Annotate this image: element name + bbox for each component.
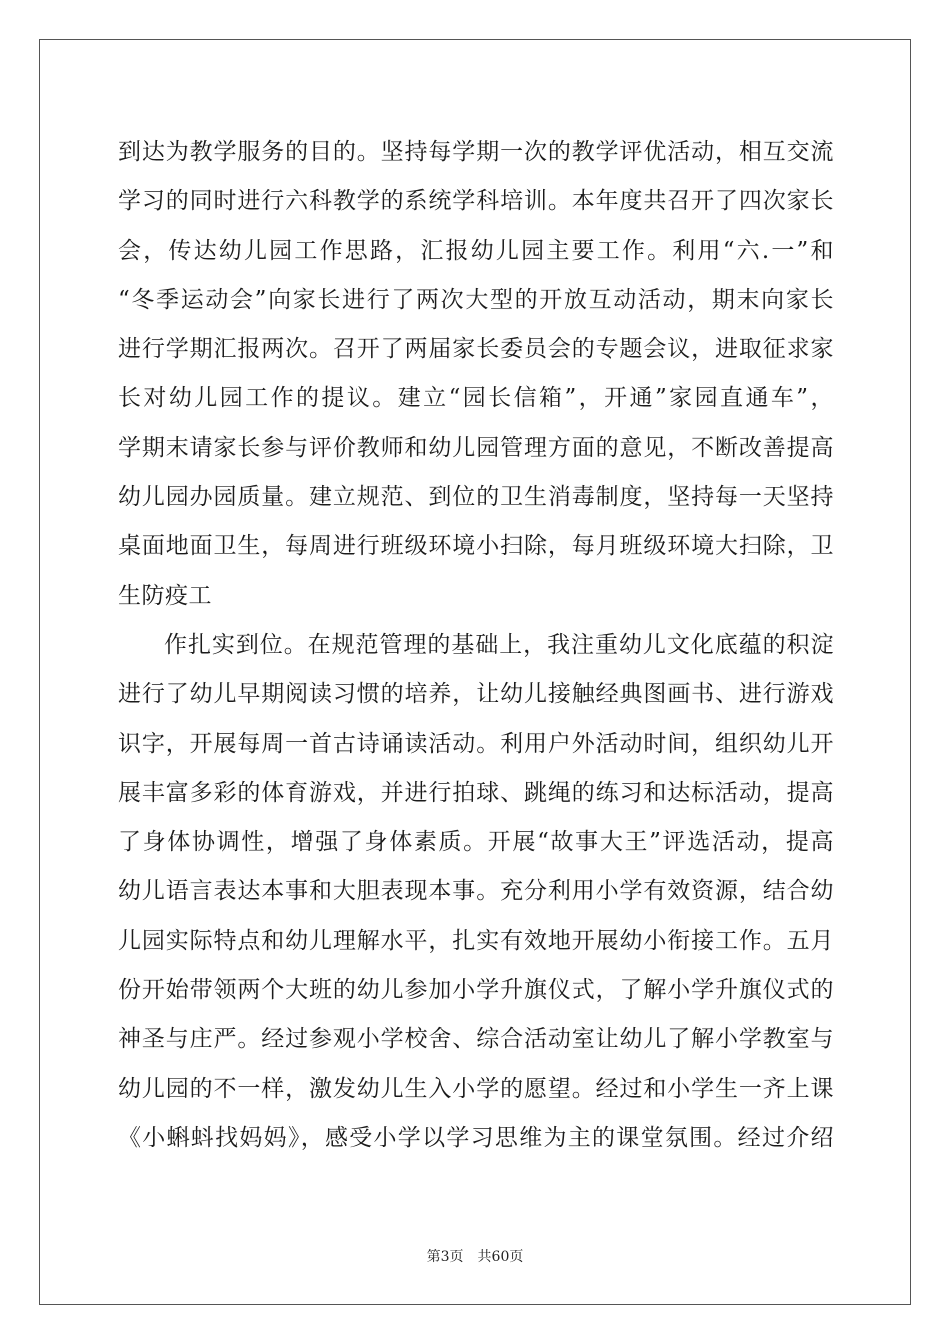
text-line: 到达为教学服务的目的。坚持每学期一次的教学评优活动，相互交流 (118, 139, 834, 165)
text-line: 进行学期汇报两次。召开了两届家长委员会的专题会议，进取征求家 (118, 336, 834, 363)
text-line: 幼儿园办园质量。建立规范、到位的卫生消毒制度，坚持每一天坚持 (118, 484, 834, 511)
text-line: 长对幼儿园工作的提议。建立“园长信箱”，开通”家园直通车”， (118, 385, 834, 412)
text-line: 《小蝌蚪找妈妈》，感受小学以学习思维为主的课堂氛围。经过介绍 (118, 1124, 834, 1151)
text-line: 生防疫工 (118, 582, 212, 609)
text-line: 份开始带领两个大班的幼儿参加小学升旗仪式，了解小学升旗仪式的 (118, 977, 834, 1004)
document-body (118, 128, 834, 1163)
page-footer (0, 1246, 950, 1266)
text-line: 儿园实际特点和幼儿理解水平，扎实有效地开展幼小衔接工作。五月 (118, 927, 834, 954)
text-line: 桌面地面卫生，每周进行班级环境小扫除，每月班级环境大扫除，卫 (118, 533, 834, 560)
paragraph-2 (118, 621, 834, 1163)
text-line: 学习的同时进行六科教学的系统学科培训。本年度共召开了四次家长 (118, 188, 834, 215)
text-line: 幼儿语言表达本事和大胆表现本事。充分利用小学有效资源，结合幼 (118, 878, 834, 905)
text-line: 识字，开展每周一首古诗诵读活动。利用户外活动时间，组织幼儿开 (118, 730, 834, 757)
page-total: 共60页 (477, 1249, 524, 1265)
paragraph-1 (118, 128, 834, 621)
text-line: 作扎实到位。在规范管理的基础上，我注重幼儿文化底蕴的积淀 (164, 631, 834, 658)
text-line: “冬季运动会”向家长进行了两次大型的开放互动活动，期末向家长 (118, 286, 834, 313)
text-line: 神圣与庄严。经过参观小学校舍、综合活动室让幼儿了解小学教室与 (118, 1026, 834, 1053)
text-line: 了身体协调性，增强了身体素质。开展“故事大王”评选活动，提高 (118, 829, 834, 856)
page-number: 第3页 (426, 1249, 464, 1265)
text-line: 幼儿园的不一样，激发幼儿生入小学的愿望。经过和小学生一齐上课 (118, 1075, 834, 1102)
text-line: 学期末请家长参与评价教师和幼儿园管理方面的意见，不断改善提高 (118, 434, 834, 461)
text-line: 会，传达幼儿园工作思路，汇报幼儿园主要工作。利用“六.一”和 (118, 237, 834, 264)
text-line: 进行了幼儿早期阅读习惯的培养，让幼儿接触经典图画书、进行游戏 (118, 681, 834, 708)
text-line: 展丰富多彩的体育游戏，并进行拍球、跳绳的练习和达标活动，提高 (118, 779, 834, 806)
